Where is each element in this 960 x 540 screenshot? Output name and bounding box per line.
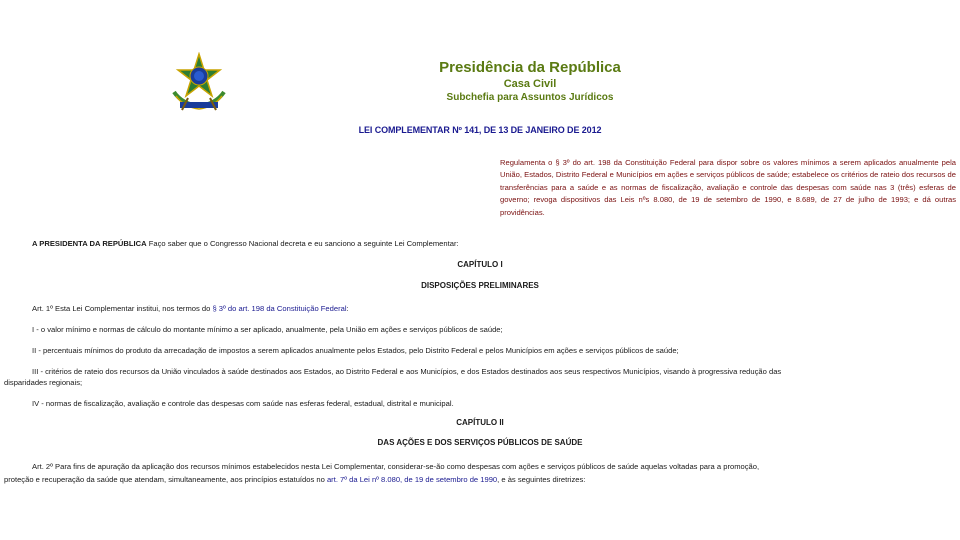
chapter1-label: CAPÍTULO I: [457, 260, 503, 269]
coat-of-arms-icon: [168, 52, 230, 112]
header: [360, 58, 700, 105]
item-3-line-2: disparidades regionais;: [4, 378, 83, 387]
ementa: Regulamenta o § 3º do art. 198 da Constituição Federal para dispor sobre os valores mínimos a serem aplicados anualmente pela União, Estados, Distrito Federal e Municípios em ações e serviços públicos de saúde; estabelece os critérios de rateio dos recursos de transferências para a saúde e as normas de fiscalização, avaliação e controle das despesas com saúde nas 3 (três) esferas de governo; revoga dispositivos das Leis nºs 8.080, de 19 de setembro de 1990, e 8.689, de 27 de julho de 1993; e dá outras providências.: [500, 158, 956, 217]
article-1: [32, 303, 349, 314]
article-1-tail: :: [346, 304, 349, 313]
header-subtitle-subchefia: Subchefia para Assuntos Jurídicos: [446, 92, 614, 103]
header-title: Presidência da República: [439, 59, 621, 76]
article-1-head: Art. 1º Esta Lei Complementar institui, nos termos do: [32, 304, 213, 313]
law-title[interactable]: LEI COMPLEMENTAR Nº 141, DE 13 DE JANEIRO DE 2012: [358, 125, 602, 135]
preamble: [32, 238, 459, 249]
chapter2-label: CAPÍTULO II: [456, 418, 504, 427]
item-2: II - percentuais mínimos do produto da arrecadação de impostos a serem aplicados anualmente pelos Estados, pelo Distrito Federal e pelos Municípios em ações e serviços públicos de saúde;: [32, 346, 679, 355]
chapter2-title: DAS AÇÕES E DOS SERVIÇOS PÚBLICOS DE SAÚDE: [377, 438, 583, 447]
header-subtitle-casa-civil: Casa Civil: [503, 78, 557, 90]
article-2-link[interactable]: art. 7º da Lei nº 8.080, de 19 de setembro de 1990: [326, 475, 498, 484]
article-2-line-2-tail: , e às seguintes diretrizes:: [497, 475, 586, 484]
preamble-text: Faço saber que o Congresso Nacional decreta e eu sanciono a seguinte Lei Complementar:: [146, 239, 459, 248]
preamble-lead: A PRESIDENTA DA REPÚBLICA: [32, 239, 147, 248]
item-1: I - o valor mínimo e normas de cálculo do montante mínimo a ser aplicado, anualmente, pela União em ações e serviços públicos de saúde;: [32, 325, 503, 334]
article-1-link[interactable]: § 3º do art. 198 da Constituição Federal: [212, 304, 347, 313]
chapter1-title: DISPOSIÇÕES PRELIMINARES: [421, 281, 539, 290]
article-2-line-1: Art. 2º Para fins de apuração da aplicação dos recursos mínimos estabelecidos nesta Lei Complementar, considerar-se-ão como despesas com ações e serviços públicos de saúde aquelas voltadas para a promoção,: [32, 462, 760, 471]
item-4: IV - normas de fiscalização, avaliação e controle das despesas com saúde nas esferas federal, estadual, distrital e municipal.: [32, 399, 454, 408]
item-3-line-1: III - critérios de rateio dos recursos da União vinculados à saúde destinados aos Estados, ao Distrito Federal e aos Municípios, e dos Estados destinados aos seus respectivos Municípios, visando à progressiva redução das: [32, 367, 782, 376]
article-2-line-2-head: proteção e recuperação da saúde que atendam, simultaneamente, aos princípios estatuídos no: [4, 475, 327, 484]
article-2-line-2: [4, 474, 585, 485]
